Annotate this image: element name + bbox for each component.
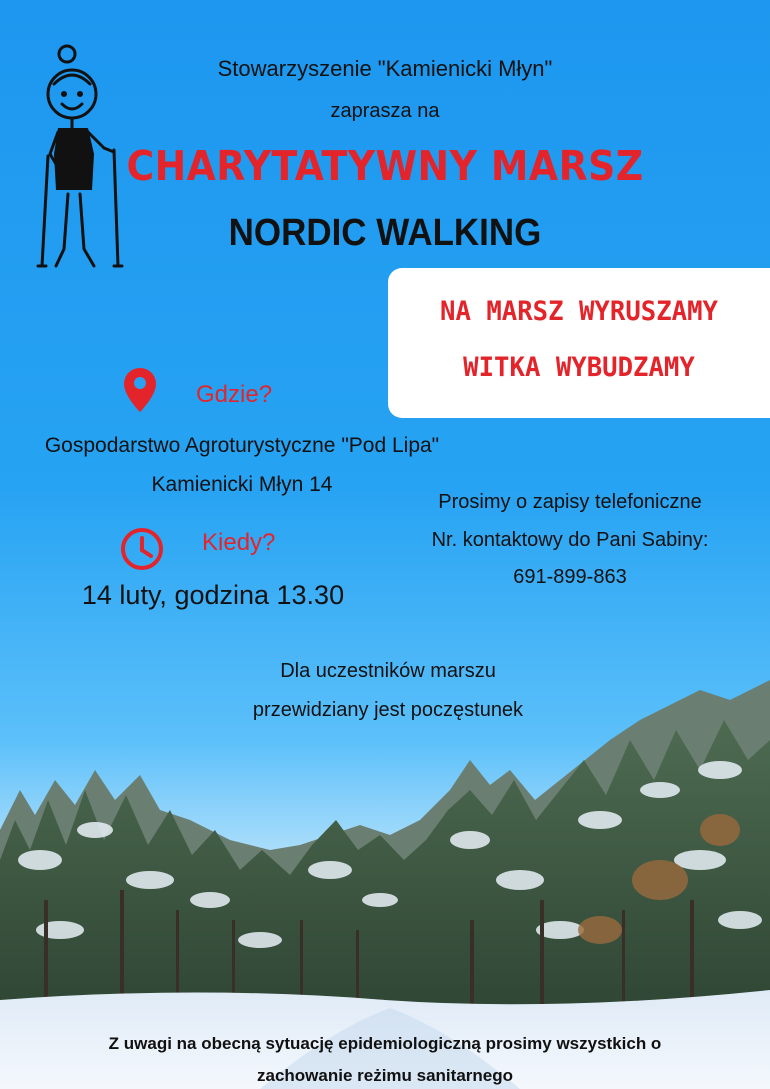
registration-line1: Prosimy o zapisy telefoniczne <box>438 491 702 513</box>
event-title-line1: CHARYTATYWNY MARSZ <box>126 142 644 190</box>
event-title-line2: NORDIC WALKING <box>228 212 542 254</box>
slogan-line1: NA MARSZ WYRUSZAMY <box>440 296 718 327</box>
slogan-line2: WITKA WYBUDZAMY <box>463 352 695 383</box>
sanitary-notice-line1: Z uwagi na obecną sytuację epidemiologiczną prosimy wszystkich o <box>108 1034 662 1053</box>
clock-icon <box>119 526 165 572</box>
refreshment-line1: Dla uczestników marszu <box>280 660 496 682</box>
when-label: Kiedy? <box>202 529 276 556</box>
event-datetime: 14 luty, godzina 13.30 <box>81 580 345 610</box>
address-line2: Kamienicki Młyn 14 <box>151 473 333 496</box>
where-label: Gdzie? <box>196 381 273 408</box>
organization-name: Stowarzyszenie "Kamienicki Młyn" <box>217 56 553 81</box>
registration-line2: Nr. kontaktowy do Pani Sabiny: <box>431 529 709 551</box>
contact-phone: 691-899-863 <box>513 566 627 588</box>
address-line1: Gospodarstwo Agroturystyczne "Pod Lipa" <box>44 434 440 457</box>
invite-text: zaprasza na <box>330 100 440 122</box>
location-pin-icon <box>122 366 158 414</box>
refreshment-line2: przewidziany jest poczęstunek <box>252 699 524 721</box>
slogan-box <box>388 268 770 418</box>
sanitary-notice-line2: zachowanie reżimu sanitarnego <box>256 1066 513 1085</box>
